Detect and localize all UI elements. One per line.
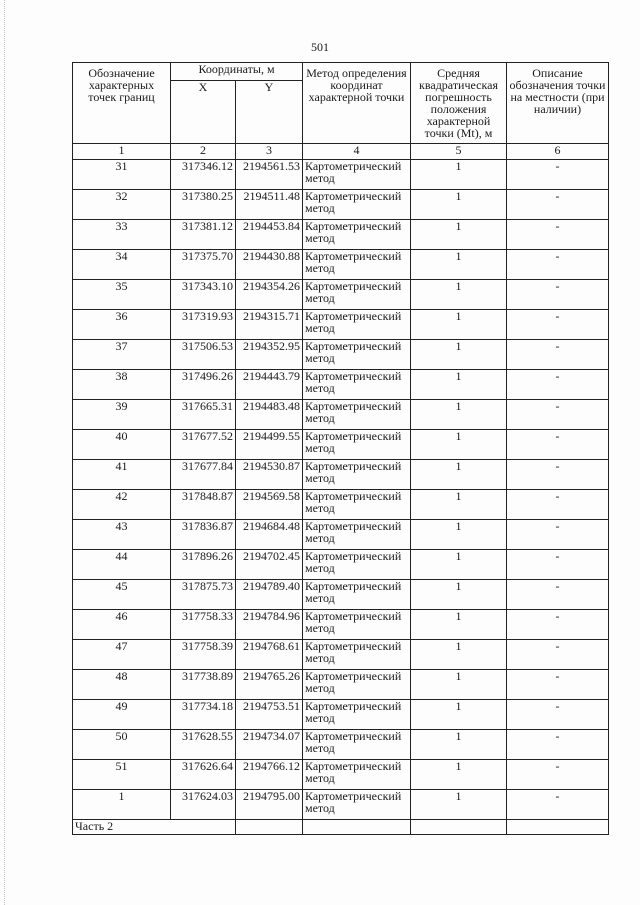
column-number: 6	[507, 144, 609, 160]
column-number: 4	[303, 144, 411, 160]
coordinate-y-cell: 2194499.55	[236, 430, 303, 460]
description-cell: -	[507, 340, 609, 370]
coordinate-x-cell: 317848.87	[171, 490, 236, 520]
header-method: Метод определения координат характерной точки	[303, 63, 411, 144]
coordinate-y-cell: 2194569.58	[236, 490, 303, 520]
table-body	[73, 160, 609, 820]
point-number-cell: 33	[73, 220, 171, 250]
method-cell: Картометрический метод	[303, 760, 411, 790]
coordinate-y-cell: 2194453.84	[236, 220, 303, 250]
point-number-cell: 48	[73, 670, 171, 700]
point-number-cell: 42	[73, 490, 171, 520]
table-row	[73, 430, 609, 460]
point-number-cell: 50	[73, 730, 171, 760]
coordinate-y-cell: 2194354.26	[236, 280, 303, 310]
column-number: 5	[411, 144, 507, 160]
scan-edge-line	[4, 0, 5, 905]
coordinate-y-cell: 2194430.88	[236, 250, 303, 280]
point-number-cell: 44	[73, 550, 171, 580]
mean-error-cell: 1	[411, 730, 507, 760]
mean-error-cell: 1	[411, 790, 507, 820]
mean-error-cell: 1	[411, 250, 507, 280]
empty-cell	[507, 820, 609, 835]
coordinate-x-cell: 317836.87	[171, 520, 236, 550]
table-row	[73, 460, 609, 490]
coordinate-y-cell: 2194765.26	[236, 670, 303, 700]
header-mean-error: Средняя квадратическая погрешность положения характерной точки (Mt), м	[411, 63, 507, 144]
header-coordinates-group: Координаты, м	[171, 63, 303, 81]
mean-error-cell: 1	[411, 550, 507, 580]
empty-cell	[303, 820, 411, 835]
coordinate-y-cell: 2194734.07	[236, 730, 303, 760]
method-cell: Картометрический метод	[303, 460, 411, 490]
point-number-cell: 46	[73, 610, 171, 640]
description-cell: -	[507, 790, 609, 820]
point-number-cell: 35	[73, 280, 171, 310]
coordinate-y-cell: 2194315.71	[236, 310, 303, 340]
coordinate-y-cell: 2194702.45	[236, 550, 303, 580]
coordinate-y-cell: 2194784.96	[236, 610, 303, 640]
point-number-cell: 31	[73, 160, 171, 190]
coordinate-x-cell: 317343.10	[171, 280, 236, 310]
method-cell: Картометрический метод	[303, 700, 411, 730]
header-point-designation: Обозначение характерных точек границ	[73, 63, 171, 144]
point-number-cell: 41	[73, 460, 171, 490]
method-cell: Картометрический метод	[303, 580, 411, 610]
description-cell: -	[507, 160, 609, 190]
description-cell: -	[507, 400, 609, 430]
method-cell: Картометрический метод	[303, 400, 411, 430]
table-row	[73, 190, 609, 220]
table-row	[73, 370, 609, 400]
point-number-cell: 47	[73, 640, 171, 670]
coordinate-x-cell: 317758.39	[171, 640, 236, 670]
point-number-cell: 32	[73, 190, 171, 220]
mean-error-cell: 1	[411, 640, 507, 670]
table-row	[73, 610, 609, 640]
description-cell: -	[507, 490, 609, 520]
mean-error-cell: 1	[411, 520, 507, 550]
point-number-cell: 39	[73, 400, 171, 430]
header-description: Описание обозначения точки на местности (при наличии)	[507, 63, 609, 144]
coordinate-y-cell: 2194789.40	[236, 580, 303, 610]
coordinate-x-cell: 317506.53	[171, 340, 236, 370]
table-row	[73, 760, 609, 790]
empty-cell	[411, 820, 507, 835]
coordinate-x-cell: 317346.12	[171, 160, 236, 190]
table-row	[73, 700, 609, 730]
mean-error-cell: 1	[411, 340, 507, 370]
method-cell: Картометрический метод	[303, 250, 411, 280]
coordinate-y-cell: 2194768.61	[236, 640, 303, 670]
method-cell: Картометрический метод	[303, 190, 411, 220]
mean-error-cell: 1	[411, 310, 507, 340]
coordinate-x-cell: 317734.18	[171, 700, 236, 730]
mean-error-cell: 1	[411, 430, 507, 460]
method-cell: Картометрический метод	[303, 430, 411, 460]
coordinate-y-cell: 2194352.95	[236, 340, 303, 370]
header-x: X	[171, 81, 236, 144]
method-cell: Картометрический метод	[303, 730, 411, 760]
coordinate-y-cell: 2194561.53	[236, 160, 303, 190]
table-row	[73, 730, 609, 760]
description-cell: -	[507, 580, 609, 610]
description-cell: -	[507, 760, 609, 790]
mean-error-cell: 1	[411, 490, 507, 520]
point-number-cell: 1	[73, 790, 171, 820]
description-cell: -	[507, 670, 609, 700]
coordinate-x-cell: 317677.52	[171, 430, 236, 460]
description-cell: -	[507, 430, 609, 460]
coordinate-y-cell: 2194511.48	[236, 190, 303, 220]
column-number-row	[73, 144, 609, 160]
coordinate-x-cell: 317758.33	[171, 610, 236, 640]
table-row	[73, 640, 609, 670]
mean-error-cell: 1	[411, 400, 507, 430]
coordinate-x-cell: 317738.89	[171, 670, 236, 700]
method-cell: Картометрический метод	[303, 610, 411, 640]
mean-error-cell: 1	[411, 610, 507, 640]
part-label: Часть 2	[73, 820, 236, 835]
description-cell: -	[507, 610, 609, 640]
header-y: Y	[236, 81, 303, 144]
method-cell: Картометрический метод	[303, 640, 411, 670]
mean-error-cell: 1	[411, 280, 507, 310]
boundary-points-table	[72, 62, 609, 835]
point-number-cell: 43	[73, 520, 171, 550]
point-number-cell: 45	[73, 580, 171, 610]
method-cell: Картометрический метод	[303, 670, 411, 700]
mean-error-cell: 1	[411, 460, 507, 490]
mean-error-cell: 1	[411, 160, 507, 190]
table-row	[73, 400, 609, 430]
method-cell: Картометрический метод	[303, 340, 411, 370]
coordinate-y-cell: 2194483.48	[236, 400, 303, 430]
coordinate-x-cell: 317628.55	[171, 730, 236, 760]
description-cell: -	[507, 730, 609, 760]
table-row	[73, 670, 609, 700]
table-row	[73, 310, 609, 340]
mean-error-cell: 1	[411, 370, 507, 400]
method-cell: Картометрический метод	[303, 160, 411, 190]
table-row	[73, 220, 609, 250]
method-cell: Картометрический метод	[303, 550, 411, 580]
method-cell: Картометрический метод	[303, 490, 411, 520]
description-cell: -	[507, 250, 609, 280]
coordinate-y-cell: 2194753.51	[236, 700, 303, 730]
part-row	[73, 820, 609, 835]
table-row	[73, 280, 609, 310]
table-row	[73, 520, 609, 550]
mean-error-cell: 1	[411, 760, 507, 790]
coordinate-y-cell: 2194684.48	[236, 520, 303, 550]
table-row	[73, 490, 609, 520]
description-cell: -	[507, 520, 609, 550]
point-number-cell: 36	[73, 310, 171, 340]
coordinate-x-cell: 317624.03	[171, 790, 236, 820]
description-cell: -	[507, 700, 609, 730]
point-number-cell: 38	[73, 370, 171, 400]
table-row	[73, 580, 609, 610]
coordinate-y-cell: 2194795.00	[236, 790, 303, 820]
column-number: 1	[73, 144, 171, 160]
method-cell: Картометрический метод	[303, 790, 411, 820]
method-cell: Картометрический метод	[303, 220, 411, 250]
description-cell: -	[507, 280, 609, 310]
point-number-cell: 40	[73, 430, 171, 460]
point-number-cell: 37	[73, 340, 171, 370]
page-number: 501	[311, 40, 329, 54]
table-row	[73, 340, 609, 370]
header-row-1	[73, 63, 609, 81]
description-cell: -	[507, 460, 609, 490]
column-number: 2	[171, 144, 236, 160]
description-cell: -	[507, 550, 609, 580]
coordinate-x-cell: 317896.26	[171, 550, 236, 580]
table-row	[73, 160, 609, 190]
point-number-cell: 34	[73, 250, 171, 280]
mean-error-cell: 1	[411, 580, 507, 610]
mean-error-cell: 1	[411, 220, 507, 250]
method-cell: Картометрический метод	[303, 370, 411, 400]
empty-cell	[236, 820, 303, 835]
table-row	[73, 250, 609, 280]
coordinate-x-cell: 317665.31	[171, 400, 236, 430]
description-cell: -	[507, 640, 609, 670]
column-number: 3	[236, 144, 303, 160]
coordinate-x-cell: 317677.84	[171, 460, 236, 490]
method-cell: Картометрический метод	[303, 310, 411, 340]
coordinate-x-cell: 317875.73	[171, 580, 236, 610]
coordinate-x-cell: 317375.70	[171, 250, 236, 280]
point-number-cell: 49	[73, 700, 171, 730]
coordinate-x-cell: 317319.93	[171, 310, 236, 340]
method-cell: Картометрический метод	[303, 520, 411, 550]
description-cell: -	[507, 220, 609, 250]
mean-error-cell: 1	[411, 190, 507, 220]
coordinate-y-cell: 2194530.87	[236, 460, 303, 490]
description-cell: -	[507, 190, 609, 220]
description-cell: -	[507, 310, 609, 340]
coordinate-x-cell: 317626.64	[171, 760, 236, 790]
coordinate-x-cell: 317496.26	[171, 370, 236, 400]
coordinate-y-cell: 2194766.12	[236, 760, 303, 790]
mean-error-cell: 1	[411, 700, 507, 730]
description-cell: -	[507, 370, 609, 400]
coordinate-x-cell: 317380.25	[171, 190, 236, 220]
coordinate-x-cell: 317381.12	[171, 220, 236, 250]
table-row	[73, 550, 609, 580]
mean-error-cell: 1	[411, 670, 507, 700]
method-cell: Картометрический метод	[303, 280, 411, 310]
coordinate-y-cell: 2194443.79	[236, 370, 303, 400]
point-number-cell: 51	[73, 760, 171, 790]
table-row	[73, 790, 609, 820]
